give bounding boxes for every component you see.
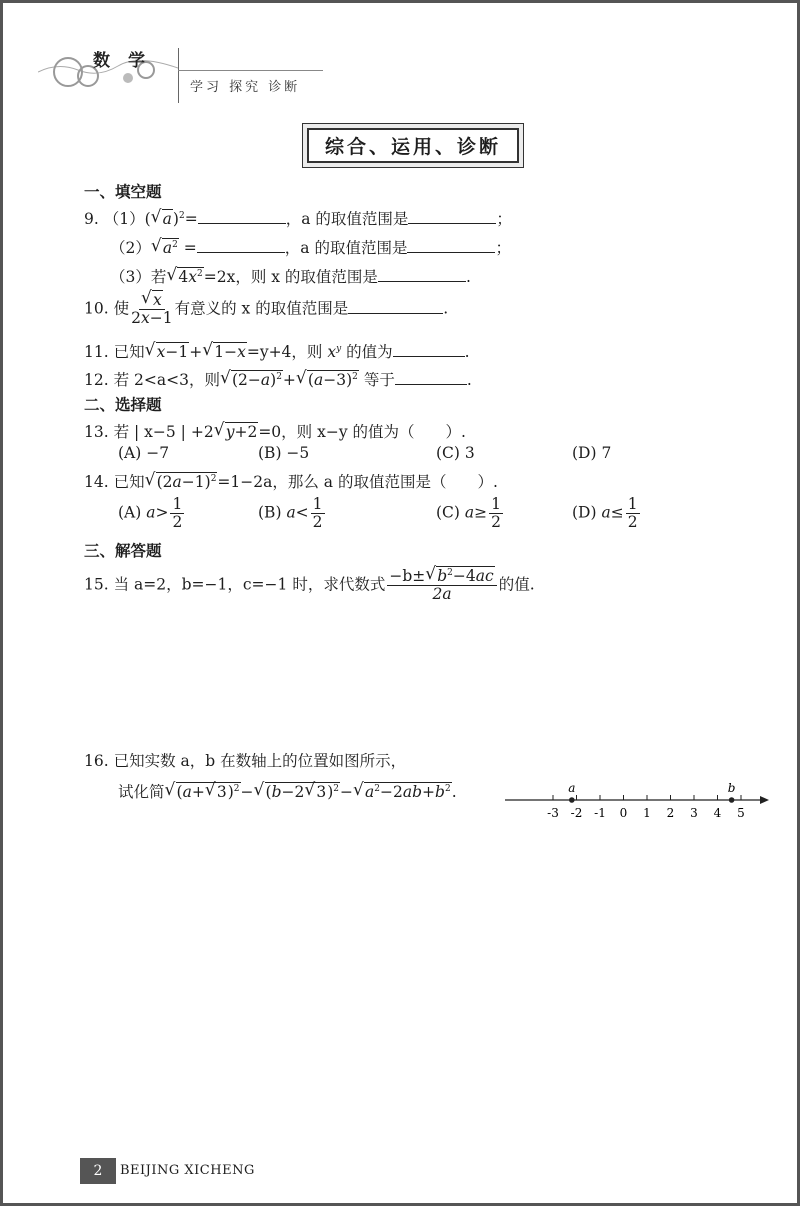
number-line-tick-label: 1 xyxy=(643,806,651,820)
q9-tail-3: ，则 x 的取值范围是 xyxy=(235,268,378,286)
q14-option-b: (B) a< $\frac{1}{2}$ xyxy=(258,495,323,532)
q14-option-c: (C) a≥ $\frac{1}{2}$ xyxy=(436,495,502,532)
q12: 12. 若 2<a<3，则√ $(2-a)^2+√$ $(a-3)^2$ 等于 . xyxy=(84,368,472,390)
arrow-right-icon xyxy=(760,796,769,804)
page-number: 2 xyxy=(80,1158,116,1184)
q11: 11. 已知√ x−1+√ 1−x=y+4，则 $x^y$ 的值为 . xyxy=(84,340,470,362)
q11-pre: 已知 xyxy=(113,343,145,361)
number-line-tick-label: 5 xyxy=(737,806,745,820)
q14-pre: 已知 xyxy=(113,473,145,491)
header-divider xyxy=(178,48,179,103)
q9-blank-4 xyxy=(407,238,495,253)
q12-number: 12. xyxy=(84,371,109,389)
q9-part2-label: （2） xyxy=(110,239,151,257)
q11-period: . xyxy=(464,343,470,361)
q15-post: 的值. xyxy=(498,575,535,594)
q16-pre: 试化简 xyxy=(118,783,165,801)
q10-number: 10. xyxy=(84,299,109,318)
q9-semicolon-1: ； xyxy=(496,210,512,228)
q16-line2: 试化简√ (a+√ 3)$^2$−√ (b−2√ 3)$^2$−√ $a^2-2ab+b^2$. xyxy=(118,780,457,802)
number-line-tick-label: 4 xyxy=(713,806,722,820)
q10-pre: 使 xyxy=(113,299,130,318)
q16-period: . xyxy=(451,783,457,801)
q15-pre: 当 a=2，b=−1，c=−1 时，求代数式 xyxy=(113,575,386,594)
number-line-point xyxy=(569,797,575,803)
q9-period: . xyxy=(465,268,471,286)
number-line-tick-label: 3 xyxy=(690,806,698,820)
q12-post: 等于 xyxy=(363,371,395,389)
q9-semicolon-2: ； xyxy=(495,239,511,257)
section-title: 综合、运用、诊断 xyxy=(307,128,519,163)
section-title-box xyxy=(302,123,524,168)
q14-option-d: (D) a≤ $\frac{1}{2}$ xyxy=(572,495,638,532)
number-line-tick-label: -3 xyxy=(547,806,559,820)
q14-post: =1−2a，那么 a 的取值范围是（ ）. xyxy=(217,473,498,491)
q10-fraction: √ $\frac{x}{2x-1}$ xyxy=(131,292,172,327)
number-line-tick-label: 2 xyxy=(666,806,675,820)
q16-number: 16. xyxy=(84,752,109,770)
q12-blank xyxy=(395,370,467,385)
number-line-point-label: a xyxy=(568,781,576,795)
section-heading-fill-blank: 一、填空题 xyxy=(84,183,162,201)
footer-text: BEIJING XICHENG xyxy=(120,1163,255,1178)
q11-eq: =y+4，则 xyxy=(246,343,323,361)
q9-number: 9. xyxy=(84,210,99,228)
q9-part3-label: （3）若 xyxy=(110,268,167,286)
number-line-tick-label: 0 xyxy=(619,806,628,820)
section-heading-problems: 三、解答题 xyxy=(84,542,162,560)
q13-option-b: (B) −5 xyxy=(258,444,310,462)
q10-post: 有意义的 x 的取值范围是 xyxy=(174,299,349,318)
q9-blank-3 xyxy=(197,238,285,253)
q11-blank xyxy=(393,342,465,357)
q16-text: 已知实数 a，b 在数轴上的位置如图所示， xyxy=(113,752,407,770)
q9-tail-2: ，a 的取值范围是 xyxy=(284,239,408,257)
q16-line1 xyxy=(84,749,406,771)
q11-number: 11. xyxy=(84,343,109,361)
q15 xyxy=(84,568,535,603)
running-header xyxy=(38,40,338,100)
q14-option-a: (A) a> $\frac{1}{2}$ xyxy=(118,495,183,532)
number-line-tick-label: -2 xyxy=(570,806,583,820)
q10 xyxy=(84,292,448,327)
q9-blank-1 xyxy=(198,209,286,224)
q10-period: . xyxy=(443,299,449,318)
sqrt-a-squared: √ $a^2$ xyxy=(151,239,179,257)
q9-part2: （2）√ $a^2$ = ，a 的取值范围是 ； xyxy=(110,236,511,258)
q15-fraction: $\frac{-b\pm√ b^2-4ac}{2a}$ xyxy=(387,568,496,603)
q14-number: 14. xyxy=(84,473,109,491)
header-subject: 数学 xyxy=(93,51,163,71)
q15-number: 15. xyxy=(84,575,109,594)
q13-options xyxy=(118,444,611,462)
q13-stem-b: =0，则 x−y 的值为（ ）. xyxy=(258,423,466,441)
q13-stem-a: 若 | x−5 | +2 xyxy=(113,423,214,441)
q13-stem: 13. 若 | x−5 | +2√ y+2=0，则 x−y 的值为（ ）. xyxy=(84,420,466,442)
q9-blank-2 xyxy=(408,209,496,224)
page-border-top xyxy=(0,0,800,3)
q12-pre: 若 2<a<3，则 xyxy=(113,371,220,389)
number-line xyxy=(505,780,770,825)
number-line-point xyxy=(729,797,735,803)
sqrt-4x-squared: √ $4x^2$ xyxy=(166,268,203,286)
header-rule xyxy=(178,70,323,71)
q9-eq3: =2x xyxy=(203,268,236,286)
q9-part1: 9. （1）(√ a)$^2$= ，a 的取值范围是 ； xyxy=(84,207,512,229)
page-border-left xyxy=(0,0,3,1206)
q9-tail-1: ，a 的取值范围是 xyxy=(285,210,409,228)
q9-blank-5 xyxy=(378,267,466,282)
q9-part1-label: （1） xyxy=(103,210,145,228)
header-subtitle: 学习 探究 诊断 xyxy=(190,80,301,95)
q13-option-c: (C) 3 xyxy=(436,444,475,462)
q9-part3 xyxy=(110,265,471,287)
q13-option-d: (D) 7 xyxy=(572,444,612,462)
q14-options xyxy=(118,496,642,531)
section-heading-multiple-choice: 二、选择题 xyxy=(84,396,162,414)
q13-option-a: (A) −7 xyxy=(118,444,170,462)
q14-stem: 14. 已知√ $(2a-1)^2=1-2a$，那么 a 的取值范围是（ ）. xyxy=(84,470,498,492)
q11-post: 的值为 xyxy=(346,343,393,361)
number-line-tick-label: -1 xyxy=(594,806,606,820)
sqrt-a: √ a xyxy=(151,210,173,228)
q13-number: 13. xyxy=(84,423,109,441)
q12-period: . xyxy=(466,371,472,389)
number-line-point-label: b xyxy=(727,781,736,795)
q10-blank xyxy=(348,299,443,314)
